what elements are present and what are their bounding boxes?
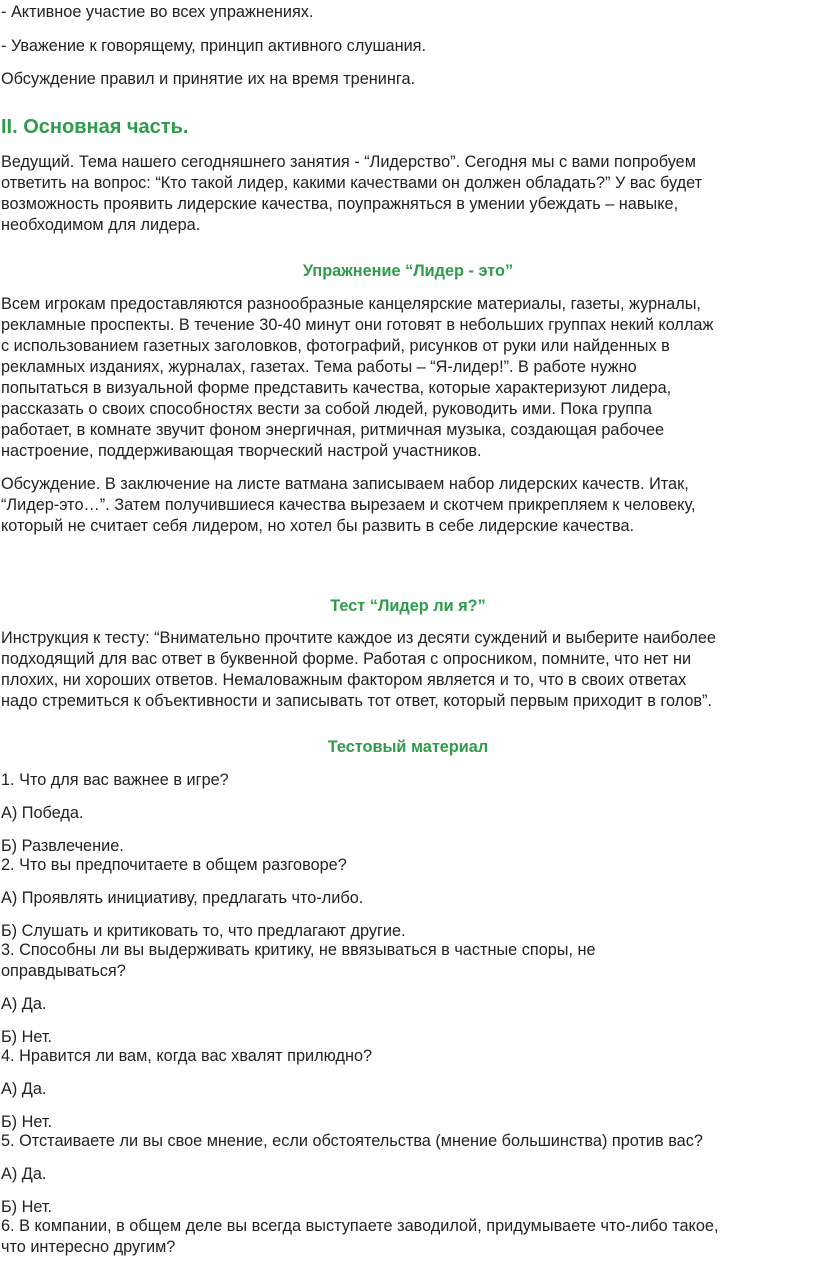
exercise-paragraph-line: рассказать о своих способностях вести за собой людей, руководить ими. Пока группа [1, 400, 652, 418]
question: что интересно другим? [1, 1238, 176, 1256]
discussion-paragraph-line: Обсуждение. В заключение на листе ватмана записываем набор лидерских качеств. Итак, [1, 475, 689, 493]
question: оправдываться? [1, 962, 126, 980]
exercise-paragraph-line: рекламные проспекты. В течение 30-40 минут они готовят в небольших группах некий коллаж [1, 316, 714, 334]
question: 5. Отстаиваете ли вы свое мнение, если обстоятельства (мнение большинства) против вас? [1, 1132, 703, 1150]
section-heading: II. Основная часть. [1, 116, 189, 138]
exercise-paragraph-line: попытаться в визуальной форме представить качества, которые характеризуют лидера, [1, 379, 672, 397]
question: 6. В компании, в общем деле вы всегда выступаете заводилой, придумываете что-либо такое, [1, 1217, 719, 1235]
exercise-paragraph-line: работает, в комнате звучит фоном энергичная, ритмичная музыка, создающая рабочее [1, 421, 665, 439]
question: 2. Что вы предпочитаете в общем разговоре? [1, 856, 347, 874]
exercise-paragraph-line: рекламных изданиях, журналах, газетах. Тема работы – “Я-лидер!”. В работе нужно [1, 358, 637, 376]
answer-option: Б) Слушать и критиковать то, что предлагают другие. [1, 922, 406, 940]
instruction-paragraph-line: Инструкция к тесту: “Внимательно прочтите каждое из десяти суждений и выберите наиболее [1, 629, 716, 647]
intro-line: Обсуждение правил и принятие их на время тренинга. [1, 70, 416, 88]
intro-line: - Активное участие во всех упражнениях. [1, 3, 314, 21]
leader-paragraph-line: необходимом для лидера. [1, 216, 201, 234]
answer-option: Б) Нет. [1, 1198, 53, 1216]
leader-paragraph-line: ответить на вопрос: “Кто такой лидер, какими качествами он должен обладать?” У вас будет [1, 174, 703, 192]
answer-option: А) Да. [1, 1080, 47, 1098]
answer-option: А) Победа. [1, 804, 84, 822]
question: 1. Что для вас важнее в игре? [1, 771, 229, 789]
leader-paragraph-line: возможность проявить лидерские качества, поупражняться в умении убеждать – навыке, [1, 195, 679, 213]
answer-option: А) Да. [1, 1165, 47, 1183]
answer-option: А) Да. [1, 995, 47, 1013]
answer-option: Б) Нет. [1, 1028, 53, 1046]
instruction-paragraph-line: подходящий для вас ответ в буквенной форме. Работая с опросником, помните, что нет ни [1, 650, 692, 668]
exercise-paragraph-line: с использованием газетных заголовков, фотографий, рисунков от руки или найденных в [1, 337, 670, 355]
question: 3. Способны ли вы выдерживать критику, не ввязываться в частные споры, не [1, 941, 596, 959]
intro-line: - Уважение к говорящему, принцип активного слушания. [1, 37, 427, 55]
discussion-paragraph-line: “Лидер-это…”. Затем получившиеся качества вырезаем и скотчем прикрепляем к человеку, [1, 496, 696, 514]
answer-option: Б) Нет. [1, 1113, 53, 1131]
test-heading: Тест “Лидер ли я?” [330, 597, 486, 615]
exercise-paragraph-line: Всем игрокам предоставляются разнообразные канцелярские материалы, газеты, журналы, [1, 295, 701, 313]
answer-option: Б) Развлечение. [1, 837, 124, 855]
leader-paragraph-line: Ведущий. Тема нашего сегодняшнего занятия - “Лидерство”. Сегодня мы с вами попробуем [1, 153, 696, 171]
instruction-paragraph-line: надо стремиться к объективности и записывать тот ответ, который первым приходит в голов”. [1, 692, 713, 710]
answer-option: А) Проявлять инициативу, предлагать что-либо. [1, 889, 364, 907]
exercise-paragraph-line: настроение, поддерживающая творческий настрой участников. [1, 442, 482, 460]
discussion-paragraph-line: который не считает себя лидером, но хотел бы развить в себе лидерские качества. [1, 517, 635, 535]
exercise-heading: Упражнение “Лидер - это” [302, 262, 514, 280]
instruction-paragraph-line: плохих, ни хороших ответов. Немаловажным фактором является и то, что в своих ответах [1, 671, 687, 689]
question: 4. Нравится ли вам, когда вас хвалят прилюдно? [1, 1047, 373, 1065]
material-heading: Тестовый материал [327, 738, 489, 756]
